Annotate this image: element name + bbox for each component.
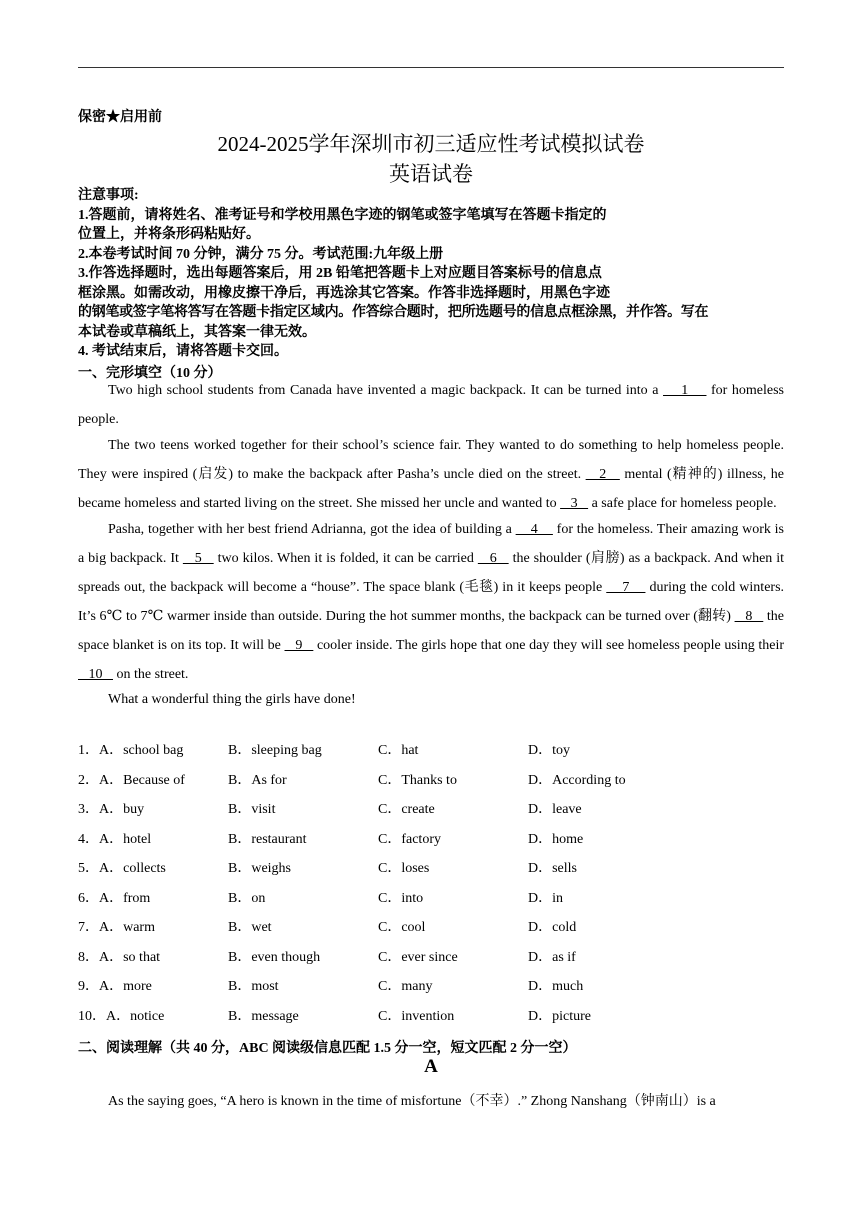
option-row [78, 1005, 784, 1035]
option-row [78, 946, 784, 976]
option-b: B．on [228, 890, 266, 906]
option-row [78, 916, 784, 946]
blank-4: 4 [515, 522, 553, 537]
option-d: D．as if [528, 949, 576, 965]
blank-7: 7 [606, 580, 646, 595]
blank-9: 9 [284, 638, 314, 653]
notes-line: 的钢笔或签字笔将答写在答题卡指定区域内。作答综合题时，把所选题号的信息点框涂黑，并作答。写在 [78, 305, 709, 320]
exam-title: 2024-2025学年深圳市初三适应性考试模拟试卷 [217, 132, 645, 156]
top-rule [78, 67, 784, 68]
option-b: B．visit [228, 802, 276, 817]
paragraph-3: Pasha, together with her best friend Adrianna, got the idea of building a 4 for the homeless. Their amazing work is a big backpack. It 5 two kilos. When it is folded, it can be carried 6 the shoulder (肩膀) as a backpack. And when it spreads out, the backpack will become a “house”. The space blank (毛毯) in it keeps people 7 during the cold winters. It’s 6℃ to 7℃ warmer inside than outside. During the hot summer months, the backpack can be turned over (翻转) 8 the space blanket is on its top. It will be 9 cooler inside. The girls hope that one day they will see homeless people using their 10 on the street. [78, 522, 785, 682]
option-row [78, 739, 784, 769]
option-a: 1．A．school bag [78, 743, 184, 758]
notes-heading: 注意事项: [78, 188, 139, 203]
option-row [78, 975, 784, 1005]
paragraph-4: What a wonderful thing the girls have done! [108, 692, 356, 707]
blank-1: 1 [663, 383, 707, 398]
option-row [78, 828, 784, 858]
option-b: B．wet [228, 920, 272, 935]
option-c: C．into [378, 890, 424, 906]
option-d: D．leave [528, 802, 582, 817]
option-d: D．cold [528, 920, 577, 935]
option-a: 2．A．Because of [78, 772, 185, 788]
option-d: D．much [528, 979, 584, 994]
option-row [78, 769, 784, 799]
option-b: B．sleeping bag [228, 743, 322, 758]
notes-line: 本试卷或草稿纸上，其答案一律无效。 [78, 324, 316, 340]
option-c: C．invention [378, 1008, 455, 1024]
blank-10: 10 [78, 667, 113, 682]
section-2-heading: 二、阅读理解（共 40 分，ABC 阅读级信息匹配 1.5 分一空，短文匹配 2 分一空） [78, 1041, 577, 1056]
notes-line: 框涂黑。如需改动，用橡皮擦干净后，再选涂其它答案。作答非选择题时，用黑色字迹 [78, 285, 610, 301]
option-b: B．even though [228, 949, 321, 965]
section-1-heading: 一、完形填空（10 分） [78, 366, 222, 381]
notes-line: 4. 考试结束后，请将答题卡交回。 [78, 344, 288, 359]
option-a: 6．A．from [78, 890, 151, 906]
option-b: B．As for [228, 772, 287, 788]
option-c: C．cool [378, 920, 426, 935]
option-b: B．message [228, 1008, 299, 1024]
options-list [78, 739, 784, 1034]
option-d: D．sells [528, 861, 577, 876]
option-row [78, 887, 784, 917]
notes-line: 1.答题前，请将姓名、准考证号和学校用黑色字迹的钢笔或签字笔填写在答题卡指定的 [78, 207, 607, 223]
blank-6: 6 [477, 551, 509, 566]
option-d: D．in [528, 890, 563, 906]
option-d: D．picture [528, 1008, 591, 1024]
confidential-label: 保密★启用前 [78, 110, 162, 125]
notes-line: 2.本卷考试时间 70 分钟，满分 75 分。考试范围:九年级上册 [78, 246, 444, 262]
option-b: B．most [228, 979, 279, 994]
option-a: 7．A．warm [78, 920, 155, 935]
notes-line: 3.作答选择题时，选出每题答案后，用 2B 铅笔把答题卡上对应题目答案标号的信息点 [78, 266, 602, 281]
option-c: C．ever since [378, 949, 458, 965]
option-c: C．create [378, 802, 435, 817]
paragraph-1: Two high school students from Canada have invented a magic backpack. It can be turned into a 1 for homeless people. [78, 383, 785, 427]
option-a: 5．A．collects [78, 861, 166, 876]
option-a: 8．A．so that [78, 949, 161, 965]
blank-2: 2 [585, 467, 620, 482]
blank-5: 5 [182, 551, 214, 566]
option-c: C．Thanks to [378, 772, 457, 788]
option-c: C．hat [378, 743, 419, 758]
option-a: 4．A．hotel [78, 831, 152, 847]
passage-a-label: A [424, 1056, 438, 1077]
option-c: C．factory [378, 831, 441, 847]
cloze-passage [78, 376, 784, 714]
option-c: C．many [378, 979, 433, 994]
option-a: 9．A．more [78, 979, 152, 994]
option-c: C．loses [378, 861, 430, 876]
blank-3: 3 [560, 496, 589, 511]
option-d: D．home [528, 831, 584, 847]
option-a: 10．A．notice [78, 1008, 165, 1024]
passage-a-text: As the saying goes, “A hero is known in the time of misfortune（不幸）.” Zhong Nanshang（钟南山）is a [108, 1094, 716, 1109]
exam-subtitle: 英语试卷 [389, 162, 473, 186]
option-b: B．restaurant [228, 831, 307, 847]
notes-line: 位置上，并将条形码粘贴好。 [78, 227, 260, 242]
option-row [78, 857, 784, 887]
option-row [78, 798, 784, 828]
option-a: 3．A．buy [78, 802, 145, 817]
option-b: B．weighs [228, 861, 291, 876]
option-d: D．toy [528, 743, 570, 758]
paragraph-2: The two teens worked together for their school’s science fair. They wanted to do something to help homeless people. They were inspired (启发) to make the backpack after Pasha’s uncle died on the street. 2 mental (精神的) illness, he became homeless and started living on the street. She missed her uncle and wanted to 3 a safe place for homeless people. [78, 438, 784, 511]
notes-block [78, 186, 784, 362]
blank-8: 8 [734, 609, 764, 624]
option-d: D．According to [528, 772, 626, 788]
